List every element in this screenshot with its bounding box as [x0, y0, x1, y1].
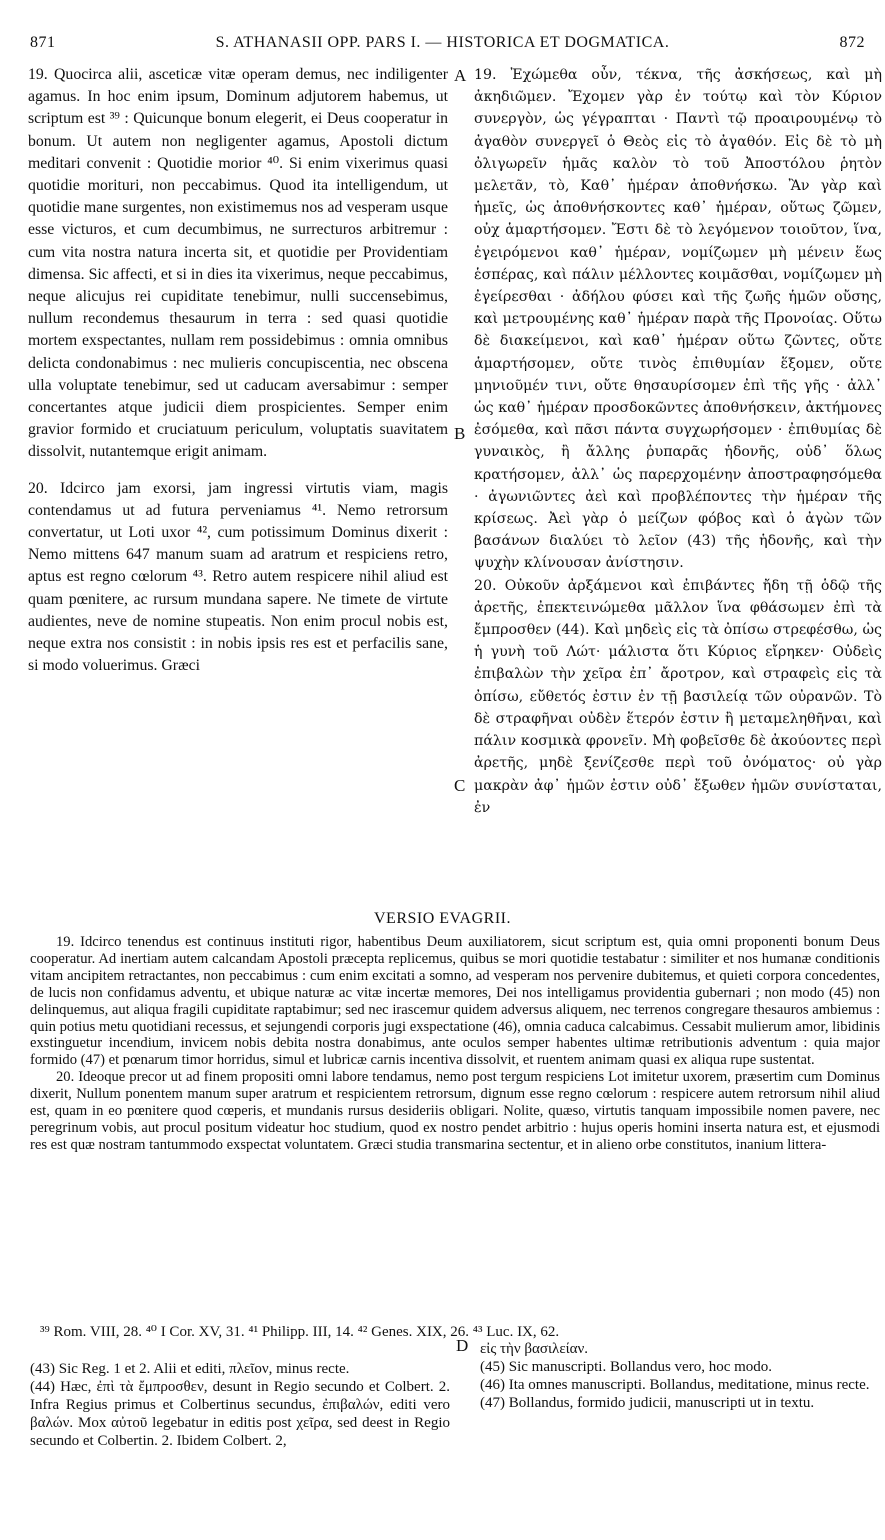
footnotes-left	[30, 1360, 450, 1450]
versio-paragraph-19: 19. Idcirco tenendus est continuus instituti rigor, habentibus Deum auxiliatorem, sicut scriptum est, quia omni proponenti bonum Deus cooperatur. Ad inertiam autem calcandam Apostoli præcepta replicemus, quibus se mori quotidie testabatur : similiter et nos humanæ conditionis vitam ancipitem retractantes, non peccabimus : cum enim excitati a somno, ad vesperam nos pervenire dubitemus, et quieti corpora concedentes, de lucis non confidamus adventu, et ubique naturæ ac vitæ incertæ memores, Dei nos intelligamus providentia gubernari ; non modo (45) non delinquemus, aut aliqua fragili cupiditate raptabimur; sed nec irascemur quidem adversus aliquem, nec terrenos congregare thesauros ambiemus : quin potius metu quotidiani recessus, et sejungendi corporis jugi exspectatione (46), omnia caduca calcabimus. Cessabit mulierum amor, libidinis exstinguetur incendium, invicem nobis debita nostra donabimus, ante oculos semper habentes ultimæ retributionis adventum : quia major formido (47) et pœnarum timor horridus, simul et lubricæ carnis incentiva dissolvit, et ruentem animam quasi ex aliqua rupe sustentat.	[30, 934, 880, 1069]
versio-paragraph-20: 20. Ideoque precor ut ad finem propositi omni labore tendamus, nemo post tergum respiciens Lot imitetur uxorem, præsertim cum Dominus dixerit, Nullum ponentem manum super aratrum et respicientem retrorsum, dignum esse regno cœlorum : respicere autem retrorsum nihil aliud est, quam in eo pœnitere quod cœperis, et mundanis rursus desideriis obligari. Nolite, quæso, virtutis tanquam impossibile nomen pavere, nec peregrinum vobis, aut procul positum videatur hoc studium, quod ex nostro pendet arbitrio : hujus operis homini inserta natura est, et ejusmodi res est quæ nostram tantummodo exspectat voluntatem. Græci studia transmarina sectentur, et in alieno orbe constitutos, inanium littera-	[30, 1069, 880, 1153]
greek-column	[474, 64, 882, 819]
margin-marker-d: D	[456, 1336, 469, 1355]
latin-paragraph-20: 20. Idcirco jam exorsi, jam ingressi virtutis viam, magis contendamus ut ad futura perveniamus ⁴¹. Nemo retrorsum convertatur, ut Loti uxor ⁴², cum potissimum Dominus dixerit : Nemo mittens 647 manum suam ad aratrum et respiciens retro, aptus est regno cœlorum ⁴³. Retro autem respicere nihil aliud est quam pœnitere, ac rursum mundana sapere. Ne timete de virtute audientes, neve de nomine stupeatis. Non enim procul nobis est, neque extra nos consistit : in nobis ipsis res est et perfacilis sane, si modo voluerimus. Græci	[28, 479, 448, 675]
greek-paragraph-20: 20. Οὐκοῦν ἀρξάμενοι καὶ ἐπιβάντες ἤδη τῇ ὁδῷ τῆς ἀρετῆς, ἐπεκτεινώμεθα μᾶλλον ἵνα φθάσωμεν ἐπὶ τὰ ἔμπροσθεν (44). Καὶ μηδεὶς εἰς τὰ ὀπίσω στρεφέσθω, ὡς ἡ γυνὴ τοῦ Λώτ· μάλιστα ὅτι Κύριος εἴρηκεν· Οὐδεὶς ἐπιβαλὼν τὴν χεῖρα ἐπ᾽ ἄροτρον, καὶ στραφεὶς εἰς τὰ ὀπίσω, εὔθετός ἐστιν ἐν τῇ βασιλείᾳ τῶν οὐρανῶν. Τὸ δὲ στραφῆναι οὐδὲν ἕτερόν ἐστιν ἢ μεταμεληθῆναι, καὶ πάλιν κοσμικὰ φρονεῖν. Μὴ φοβεῖσθε δὲ ἀκούοντες περὶ ἀρετῆς, μηδὲ ξενίζεσθε περὶ τοῦ ὀνόματος· οὐ γὰρ μακρὰν ἀφ᾽ ἡμῶν ἐστιν οὐδ᾽ ἔξωθεν ἡμῶν συνίσταται, ἐν	[474, 577, 882, 816]
footnote-45: (45) Sic manuscripti. Bollandus vero, hoc modo.	[480, 1359, 773, 1375]
page-number-left: 871	[30, 34, 56, 51]
footnote-continuation: εἰς τὴν βασιλείαν.	[480, 1341, 589, 1357]
page-number-right: 872	[839, 34, 865, 51]
margin-marker-a: A	[454, 66, 467, 85]
footnote-43: (43) Sic Reg. 1 et 2. Alii et editi, πλεῖον, minus recte.	[30, 1361, 350, 1377]
latin-paragraph-19: 19. Quocirca alii, asceticæ vitæ operam demus, nec indiligenter agamus. In hoc enim ipsum, Dominum adjutorem habemus, ut scriptum est ³⁹ : Quicunque bonum elegerit, ei Deus cooperatur in bonum. Ut autem non negligenter agamus, Apostoli dictum meditari convenit : Quotidie morior ⁴⁰. Si enim vixerimus quasi quotidie morituri, non peccabimus. Quod ita intelligendum, ut quotidie mane surgentes, non existimemus nos ad vesperam usque esse victuros, et cum decumbimus, ne surrecturos arbitremur : cum vita nostra natura incerta sit, et quotidie per Providentiam dimensa. Sic affecti, et si in dies ita vixerimus, neque peccabimus, neque alicujus rei cupiditate tenebimur, nulli succensebimus, nullum recondemus thesaurum in terra : sed quasi quotidie mortem exspectantes, nullam rem possidebimus : omnia omnibus delicta condonabimus : nec mulieris concupiscentia, nec obscena ulla voluptate tenebimur, sed ut caducam aversabimur : semper concertantes atque judicii diem prospicientes. Semper enim gravior formido et cruciatuum periculum, voluptatis suavitatem dissolvit, nutantemque erigit animam.	[28, 66, 448, 461]
footnote-46: (46) Ita omnes manuscripti. Bollandus, meditatione, minus recte.	[480, 1377, 870, 1393]
versio-evagrii-text	[30, 934, 880, 1154]
footnote-47: (47) Bollandus, formido judicii, manuscripti ut in textu.	[480, 1395, 815, 1411]
greek-paragraph-19: 19. Ἐχώμεθα οὖν, τέκνα, τῆς ἀσκήσεως, καὶ μὴ ἀκηδιῶμεν. Ἔχομεν γὰρ ἐν τούτῳ καὶ τὸν Κύριον συνεργὸν, ὡς γέγραπται · Παντὶ τῷ προαιρουμένῳ τὸ ἀγαθὸν συνεργεῖ ὁ Θεὸς εἰς τὸ ἀγαθόν. Εἰς δὲ τὸ μὴ ὀλιγωρεῖν ἡμᾶς καλὸν τὸ τοῦ Ἀποστόλου ῥητὸν μελετᾶν, τὸ, Καθ᾽ ἡμέραν ἀποθνήσκω. Ἂν γὰρ καὶ ἡμεῖς, ὡς ἀποθνήσκοντες καθ᾽ ἡμέραν, οὕτως ζῶμεν, οὐχ ἁμαρτήσομεν. Ἔστι δὲ τὸ λεγόμενον τοιοῦτον, ἵνα, ἐγειρόμενοι καθ᾽ ἡμέραν, νομίζωμεν μὴ μένειν ἕως ἑσπέρας, καὶ πάλιν μέλλοντες κοιμᾶσθαι, νομίζωμεν μὴ ἐγείρεσθαι · ἀδήλου φύσει καὶ τῆς ζωῆς ἡμῶν οὔσης, καὶ μετρουμένης καθ᾽ ἡμέραν παρὰ τῆς Προνοίας. Οὕτω δὲ διακείμενοι, καὶ καθ᾽ ἡμέραν οὕτω ζῶντες, οὔτε ἁμαρτήσομεν, οὔτε τινὸς ἐπιθυμίαν ἕξομεν, οὔτε μηνιοῦμέν τινι, οὔτε θησαυρίσομεν ἐπὶ τῆς γῆς · ἀλλ᾽ ὡς καθ᾽ ἡμέραν προσδοκῶντες ἀποθνήσκειν, ἀκτήμονες ἐσόμεθα, καὶ πᾶσι πάντα συγχωρήσομεν · ἐπιθυμίας δὲ γυναικὸς, ἢ ἄλλης ῥυπαρᾶς ἡδονῆς, οὐδ᾽ ὅλως κρατήσομεν, ἀλλ᾽ ὡς παρερχομένην ἀποστραφησόμεθα · ἀγωνιῶντες ἀεὶ καὶ προβλέποντες τὴν ἡμέραν τῆς κρίσεως. Ἀεὶ γὰρ ὁ μείζων φόβος καὶ ὁ ἀγὼν τῶν βασάνων διαλύει τὸ λεῖον (43) τῆς ἡδονῆς, καὶ τὴν ψυχὴν κλίνουσαν ἀνίστησιν.	[474, 67, 882, 572]
footnote-44: (44) Hæc, ἐπὶ τὰ ἔμπροσθεν, desunt in Regio secundo et Colbert. 2. Infra Regius primus et Colbertinus secundus, ἐπιβαλών, editi vero βαλών. Mox αὐτοῦ legebatur in editis post χεῖρα, sed deest in Regio secundo et Colbertin. 2. Ibidem Colbert. 2,	[30, 1379, 450, 1449]
versio-title: VERSIO EVAGRII.	[374, 910, 511, 927]
scripture-references: ³⁹ Rom. VIII, 28. ⁴⁰ I Cor. XV, 31. ⁴¹ Philipp. III, 14. ⁴² Genes. XIX, 26. ⁴³ Luc. IX, 62.	[40, 1324, 560, 1340]
running-title: S. ATHANASII OPP. PARS I. — HISTORICA ET DOGMATICA.	[215, 34, 670, 51]
margin-marker-c: C	[454, 776, 466, 795]
latin-column	[28, 64, 448, 677]
margin-marker-b: B	[454, 424, 466, 443]
footnotes-right	[480, 1340, 880, 1412]
